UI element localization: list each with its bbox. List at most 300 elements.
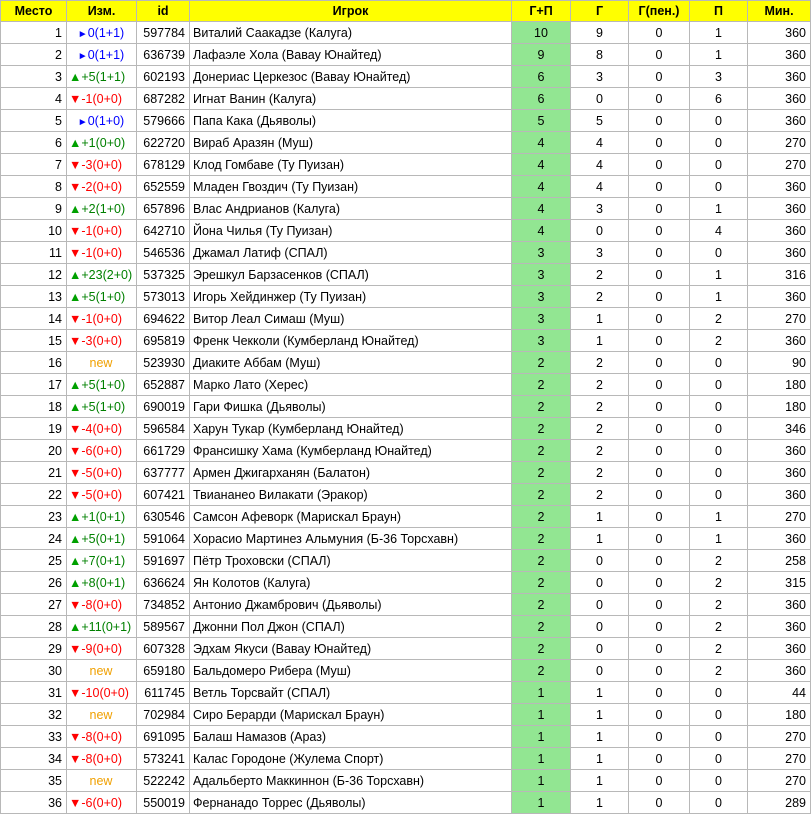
header-assists[interactable]: П [690,1,748,22]
player-name-cell: Лафаэле Хола (Вавау Юнайтед) [190,44,512,66]
header-row [1,1,811,22]
assists-cell: 2 [690,550,748,572]
table-row [1,286,811,308]
penalty-goals-cell: 0 [629,44,690,66]
table-row [1,220,811,242]
penalty-goals-cell: 0 [629,220,690,242]
player-id-cell: 596584 [137,418,190,440]
player-id-cell: 602193 [137,66,190,88]
table-row [1,704,811,726]
change-cell [67,660,137,682]
goals-cell: 1 [571,528,629,550]
minutes-cell: 360 [748,616,811,638]
minutes-cell: 90 [748,352,811,374]
change-cell [67,198,137,220]
penalty-goals-cell: 0 [629,616,690,638]
assists-cell: 1 [690,286,748,308]
arrow-up-icon: ▲ [69,69,82,84]
goals-cell: 1 [571,792,629,814]
goals-cell: 1 [571,506,629,528]
place-cell: 32 [1,704,67,726]
goals-plus-assists-cell: 1 [512,726,571,748]
arrow-down-icon: ▼ [69,795,82,810]
change-cell [67,528,137,550]
player-id-cell: 607421 [137,484,190,506]
goals-cell: 3 [571,198,629,220]
change-value: -1(0+0) [81,91,123,106]
table-row [1,176,811,198]
goals-cell: 0 [571,594,629,616]
player-name-cell: Антонио Джамбрович (Дьяволы) [190,594,512,616]
table-row [1,682,811,704]
goals-cell: 1 [571,682,629,704]
player-id-cell: 695819 [137,330,190,352]
arrow-down-icon: ▼ [69,729,82,744]
minutes-cell: 44 [748,682,811,704]
assists-cell: 0 [690,484,748,506]
player-id-cell: 678129 [137,154,190,176]
header-minutes[interactable]: Мин. [748,1,811,22]
player-id-cell: 636739 [137,44,190,66]
player-name-cell: Ветль Торсвайт (СПАЛ) [190,682,512,704]
place-cell: 15 [1,330,67,352]
place-cell: 28 [1,616,67,638]
assists-cell: 0 [690,352,748,374]
place-cell: 5 [1,110,67,132]
change-cell [67,264,137,286]
place-cell: 35 [1,770,67,792]
minutes-cell: 360 [748,88,811,110]
table-row [1,88,811,110]
table-row [1,462,811,484]
arrow-up-icon: ▲ [69,135,82,150]
change-cell [67,594,137,616]
place-cell: 21 [1,462,67,484]
penalty-goals-cell: 0 [629,792,690,814]
player-name-cell: Твиананео Вилакати (Эракор) [190,484,512,506]
player-id-cell: 734852 [137,594,190,616]
change-value: +7(0+1) [81,553,126,568]
arrow-up-icon: ▲ [69,201,82,216]
goals-cell: 2 [571,462,629,484]
minutes-cell: 360 [748,440,811,462]
change-cell [67,726,137,748]
arrow-up-icon: ▲ [69,619,82,634]
change-value: +2(1+0) [81,201,126,216]
table-row [1,594,811,616]
assists-cell: 0 [690,132,748,154]
assists-cell: 1 [690,22,748,44]
player-name-cell: Адальберто Маккиннон (Б-36 Торсхавн) [190,770,512,792]
minutes-cell: 360 [748,110,811,132]
table-row [1,264,811,286]
table-row [1,352,811,374]
place-cell: 20 [1,440,67,462]
goals-cell: 0 [571,638,629,660]
place-cell: 27 [1,594,67,616]
change-cell [67,748,137,770]
goals-plus-assists-cell: 10 [512,22,571,44]
assists-cell: 2 [690,308,748,330]
change-value: -6(0+0) [81,795,123,810]
goals-plus-assists-cell: 2 [512,572,571,594]
assists-cell: 1 [690,198,748,220]
arrow-right-icon: ► [77,50,88,62]
place-cell: 9 [1,198,67,220]
change-cell [67,286,137,308]
header-place[interactable]: Место [1,1,67,22]
place-cell: 33 [1,726,67,748]
assists-cell: 0 [690,440,748,462]
penalty-goals-cell: 0 [629,242,690,264]
player-name-cell: Клод Гомбаве (Ту Пуизан) [190,154,512,176]
goals-cell: 2 [571,418,629,440]
minutes-cell: 270 [748,770,811,792]
place-cell: 7 [1,154,67,176]
header-id[interactable]: id [137,1,190,22]
place-cell: 13 [1,286,67,308]
change-value: -4(0+0) [81,421,123,436]
penalty-goals-cell: 0 [629,528,690,550]
minutes-cell: 360 [748,638,811,660]
goals-cell: 2 [571,264,629,286]
penalty-goals-cell: 0 [629,198,690,220]
player-id-cell: 589567 [137,616,190,638]
goals-plus-assists-cell: 2 [512,418,571,440]
player-name-cell: Джонни Пол Джон (СПАЛ) [190,616,512,638]
minutes-cell: 316 [748,264,811,286]
player-name-cell: Виталий Саакадзе (Калуга) [190,22,512,44]
goals-plus-assists-cell: 4 [512,176,571,198]
change-cell [67,330,137,352]
table-row [1,396,811,418]
change-cell [67,418,137,440]
minutes-cell: 360 [748,330,811,352]
goals-plus-assists-cell: 3 [512,264,571,286]
player-id-cell: 687282 [137,88,190,110]
assists-cell: 0 [690,176,748,198]
player-id-cell: 573241 [137,748,190,770]
change-value: 0(1+0) [87,113,125,128]
player-name-cell: Эрешкул Барзасенков (СПАЛ) [190,264,512,286]
header-change[interactable]: Изм. [67,1,137,22]
penalty-goals-cell: 0 [629,286,690,308]
penalty-goals-cell: 0 [629,484,690,506]
new-badge: new [89,707,113,722]
change-value: +11(0+1) [81,619,132,634]
player-name-cell: Балаш Намазов (Араз) [190,726,512,748]
player-id-cell: 591697 [137,550,190,572]
goals-plus-assists-cell: 1 [512,792,571,814]
penalty-goals-cell: 0 [629,748,690,770]
player-name-cell: Бальдомеро Рибера (Муш) [190,660,512,682]
penalty-goals-cell: 0 [629,572,690,594]
player-name-cell: Пётр Троховски (СПАЛ) [190,550,512,572]
player-name-cell: Джамал Латиф (СПАЛ) [190,242,512,264]
assists-cell: 0 [690,726,748,748]
player-id-cell: 637777 [137,462,190,484]
player-name-cell: Ян Колотов (Калуга) [190,572,512,594]
change-value: -5(0+0) [81,465,123,480]
arrow-down-icon: ▼ [69,223,82,238]
arrow-down-icon: ▼ [69,333,82,348]
player-name-cell: Эдхам Якуси (Вавау Юнайтед) [190,638,512,660]
goals-plus-assists-cell: 9 [512,44,571,66]
table-row [1,22,811,44]
change-value: -10(0+0) [81,685,129,700]
assists-cell: 0 [690,792,748,814]
change-value: +5(1+0) [81,377,126,392]
table-row [1,506,811,528]
goals-cell: 0 [571,572,629,594]
goals-plus-assists-cell: 2 [512,594,571,616]
assists-cell: 0 [690,704,748,726]
change-cell [67,704,137,726]
player-id-cell: 657896 [137,198,190,220]
goals-plus-assists-cell: 2 [512,506,571,528]
change-value: -8(0+0) [81,751,123,766]
goals-plus-assists-cell: 1 [512,770,571,792]
change-cell [67,44,137,66]
player-name-cell: Френк Чекколи (Кумберланд Юнайтед) [190,330,512,352]
penalty-goals-cell: 0 [629,396,690,418]
penalty-goals-cell: 0 [629,330,690,352]
change-cell [67,550,137,572]
goals-cell: 1 [571,770,629,792]
place-cell: 14 [1,308,67,330]
place-cell: 3 [1,66,67,88]
penalty-goals-cell: 0 [629,462,690,484]
player-id-cell: 652559 [137,176,190,198]
penalty-goals-cell: 0 [629,352,690,374]
header-penalty-goals[interactable]: Г(пен.) [629,1,690,22]
goals-plus-assists-cell: 2 [512,462,571,484]
table-row [1,330,811,352]
change-value: -3(0+0) [81,333,123,348]
table-row [1,66,811,88]
player-name-cell: Хорасио Мартинез Альмуния (Б-36 Торсхавн) [190,528,512,550]
minutes-cell: 258 [748,550,811,572]
header-player[interactable]: Игрок [190,1,512,22]
place-cell: 4 [1,88,67,110]
change-cell [67,396,137,418]
penalty-goals-cell: 0 [629,264,690,286]
minutes-cell: 180 [748,704,811,726]
change-cell [67,176,137,198]
goals-cell: 1 [571,704,629,726]
change-cell [67,352,137,374]
table-row [1,374,811,396]
goals-cell: 0 [571,616,629,638]
player-name-cell: Витор Леал Симаш (Муш) [190,308,512,330]
place-cell: 23 [1,506,67,528]
penalty-goals-cell: 0 [629,308,690,330]
player-id-cell: 591064 [137,528,190,550]
minutes-cell: 360 [748,594,811,616]
goals-cell: 1 [571,330,629,352]
minutes-cell: 360 [748,462,811,484]
goals-plus-assists-cell: 2 [512,440,571,462]
table-row [1,638,811,660]
assists-cell: 0 [690,748,748,770]
header-goals-plus-assists[interactable]: Г+П [512,1,571,22]
header-goals[interactable]: Г [571,1,629,22]
table-row [1,660,811,682]
penalty-goals-cell: 0 [629,770,690,792]
assists-cell: 2 [690,638,748,660]
new-badge: new [89,773,113,788]
table-row [1,418,811,440]
penalty-goals-cell: 0 [629,22,690,44]
change-cell [67,110,137,132]
arrow-right-icon: ► [77,116,88,128]
player-name-cell: Сиро Берарди (Марискал Браун) [190,704,512,726]
arrow-down-icon: ▼ [69,751,82,766]
penalty-goals-cell: 0 [629,440,690,462]
goals-plus-assists-cell: 5 [512,110,571,132]
player-id-cell: 550019 [137,792,190,814]
goals-plus-assists-cell: 6 [512,88,571,110]
change-cell [67,616,137,638]
arrow-up-icon: ▲ [69,575,82,590]
goals-plus-assists-cell: 2 [512,528,571,550]
new-badge: new [89,663,113,678]
change-value: +8(0+1) [81,575,126,590]
arrow-down-icon: ▼ [69,421,82,436]
player-name-cell: Армен Джигарханян (Балатон) [190,462,512,484]
player-id-cell: 690019 [137,396,190,418]
assists-cell: 0 [690,154,748,176]
assists-cell: 1 [690,506,748,528]
goals-cell: 2 [571,396,629,418]
table-row [1,792,811,814]
arrow-down-icon: ▼ [69,245,82,260]
change-value: 0(1+1) [87,25,125,40]
penalty-goals-cell: 0 [629,176,690,198]
goals-plus-assists-cell: 4 [512,220,571,242]
change-cell [67,66,137,88]
penalty-goals-cell: 0 [629,132,690,154]
arrow-down-icon: ▼ [69,91,82,106]
penalty-goals-cell: 0 [629,418,690,440]
change-cell [67,440,137,462]
arrow-up-icon: ▲ [69,377,82,392]
arrow-down-icon: ▼ [69,443,82,458]
goals-plus-assists-cell: 2 [512,374,571,396]
assists-cell: 4 [690,220,748,242]
goals-plus-assists-cell: 3 [512,308,571,330]
place-cell: 29 [1,638,67,660]
change-value: -8(0+0) [81,729,123,744]
change-cell [67,88,137,110]
place-cell: 2 [1,44,67,66]
player-id-cell: 659180 [137,660,190,682]
assists-cell: 2 [690,616,748,638]
goals-cell: 2 [571,352,629,374]
arrow-down-icon: ▼ [69,179,82,194]
goals-plus-assists-cell: 4 [512,198,571,220]
minutes-cell: 360 [748,22,811,44]
goals-cell: 2 [571,286,629,308]
assists-cell: 0 [690,110,748,132]
goals-cell: 8 [571,44,629,66]
change-value: -6(0+0) [81,443,123,458]
change-value: +23(2+0) [81,267,133,282]
change-value: +1(0+1) [81,509,126,524]
place-cell: 31 [1,682,67,704]
table-row [1,572,811,594]
penalty-goals-cell: 0 [629,506,690,528]
minutes-cell: 289 [748,792,811,814]
change-cell [67,132,137,154]
penalty-goals-cell: 0 [629,638,690,660]
player-name-cell: Марко Лато (Херес) [190,374,512,396]
assists-cell: 0 [690,396,748,418]
player-id-cell: 611745 [137,682,190,704]
table-row [1,132,811,154]
arrow-right-icon: ► [77,28,88,40]
goals-cell: 0 [571,550,629,572]
minutes-cell: 315 [748,572,811,594]
minutes-cell: 360 [748,528,811,550]
player-id-cell: 702984 [137,704,190,726]
player-name-cell: Диаките Аббам (Муш) [190,352,512,374]
place-cell: 19 [1,418,67,440]
change-value: -9(0+0) [81,641,123,656]
change-value: -1(0+0) [81,245,123,260]
player-id-cell: 537325 [137,264,190,286]
new-badge: new [89,355,113,370]
goals-cell: 5 [571,110,629,132]
minutes-cell: 180 [748,396,811,418]
change-value: +1(0+0) [81,135,126,150]
assists-cell: 0 [690,462,748,484]
place-cell: 30 [1,660,67,682]
change-value: -2(0+0) [81,179,123,194]
minutes-cell: 270 [748,132,811,154]
player-id-cell: 642710 [137,220,190,242]
arrow-up-icon: ▲ [69,289,82,304]
goals-plus-assists-cell: 3 [512,286,571,308]
place-cell: 1 [1,22,67,44]
player-id-cell: 607328 [137,638,190,660]
player-name-cell: Игнат Ванин (Калуга) [190,88,512,110]
goals-plus-assists-cell: 2 [512,550,571,572]
goals-cell: 4 [571,176,629,198]
assists-cell: 0 [690,770,748,792]
assists-cell: 1 [690,44,748,66]
penalty-goals-cell: 0 [629,704,690,726]
place-cell: 17 [1,374,67,396]
change-cell [67,154,137,176]
player-id-cell: 579666 [137,110,190,132]
goals-cell: 0 [571,220,629,242]
player-name-cell: Младен Гвоздич (Ту Пуизан) [190,176,512,198]
minutes-cell: 270 [748,506,811,528]
change-cell [67,770,137,792]
player-id-cell: 661729 [137,440,190,462]
table-row [1,528,811,550]
goals-plus-assists-cell: 1 [512,704,571,726]
goals-cell: 3 [571,242,629,264]
change-value: -1(0+0) [81,311,123,326]
place-cell: 6 [1,132,67,154]
place-cell: 16 [1,352,67,374]
minutes-cell: 360 [748,176,811,198]
penalty-goals-cell: 0 [629,110,690,132]
player-id-cell: 573013 [137,286,190,308]
player-id-cell: 630546 [137,506,190,528]
